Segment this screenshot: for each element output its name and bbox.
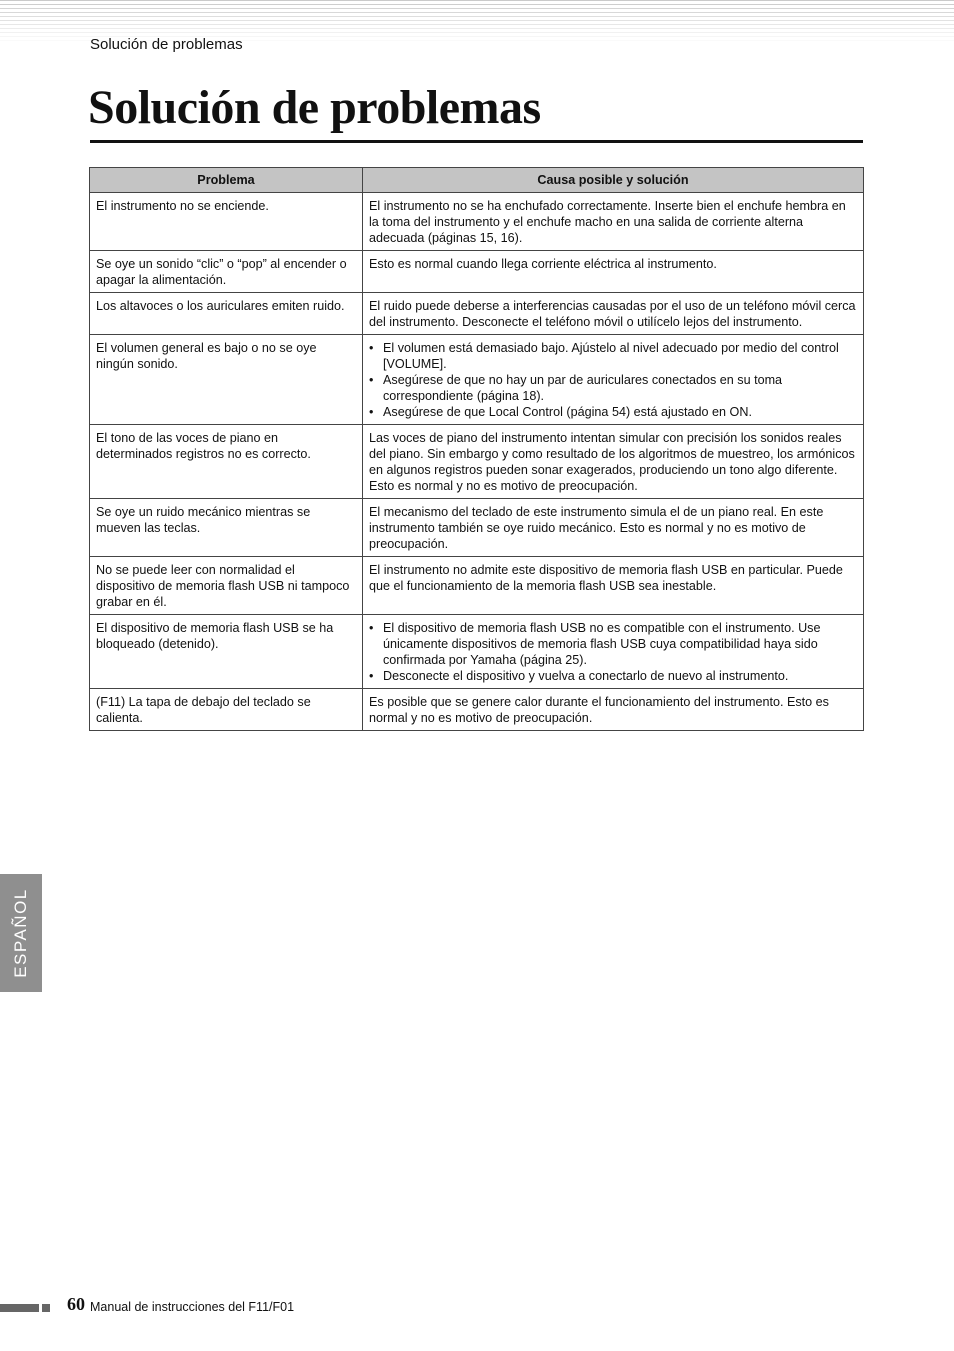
list-item: • El volumen está demasiado bajo. Ajústelo al nivel adecuado por medio del control [VOLUME]. — [369, 340, 857, 372]
troubleshooting-table — [89, 167, 864, 731]
page-title: Solución de problemas — [88, 81, 541, 134]
solution-cell — [363, 615, 864, 689]
problem-cell: El instrumento no se enciende. — [90, 193, 363, 251]
language-side-tab — [0, 874, 42, 992]
solution-cell: Las voces de piano del instrumento intentan simular con precisión los sonidos reales del piano. Sin embargo y como resultado de los algoritmos de muestreo, los armónicos en algunos registros pueden sonar exagerados, produciendo un tono algo diferente. Esto es normal y no es motivo de preocupación. — [363, 425, 864, 499]
footer-square — [42, 1304, 50, 1312]
running-head: Solución de problemas — [90, 36, 243, 53]
table-row — [90, 557, 864, 615]
column-header-problem: Problema — [90, 168, 363, 193]
solution-cell — [363, 335, 864, 425]
page-number: 60 — [67, 1294, 85, 1314]
table-row — [90, 689, 864, 731]
problem-cell: Se oye un sonido “clic” o “pop” al encender o apagar la alimentación. — [90, 251, 363, 293]
list-item: • Asegúrese de que Local Control (página 54) está ajustado en ON. — [369, 404, 857, 420]
solution-cell: Esto es normal cuando llega corriente eléctrica al instrumento. — [363, 251, 864, 293]
table-row — [90, 499, 864, 557]
solution-list — [369, 620, 857, 684]
list-item: • Desconecte el dispositivo y vuelva a conectarlo de nuevo al instrumento. — [369, 668, 857, 684]
table-row — [90, 615, 864, 689]
column-header-solution: Causa posible y solución — [363, 168, 864, 193]
problem-cell: No se puede leer con normalidad el dispositivo de memoria flash USB ni tampoco grabar en él. — [90, 557, 363, 615]
solution-cell: El mecanismo del teclado de este instrumento simula el de un piano real. En este instrumento también se oye ruido mecánico. Esto es normal y no es motivo de preocupación. — [363, 499, 864, 557]
solution-cell: Es posible que se genere calor durante el funcionamiento del instrumento. Esto es normal y no es motivo de preocupación. — [363, 689, 864, 731]
list-item: • El dispositivo de memoria flash USB no es compatible con el instrumento. Use únicamente dispositivos de memoria flash USB cuya compatibilidad haya sido confirmada por Yamaha (página 25). — [369, 620, 857, 668]
problem-cell: (F11) La tapa de debajo del teclado se calienta. — [90, 689, 363, 731]
table-row — [90, 335, 864, 425]
solution-cell: El instrumento no se ha enchufado correctamente. Inserte bien el enchufe hembra en la toma del instrumento y el enchufe macho en una salida de corriente alterna adecuada (páginas 15, 16). — [363, 193, 864, 251]
table-row — [90, 293, 864, 335]
solution-cell: El ruido puede deberse a interferencias causadas por el uso de un teléfono móvil cerca del instrumento. Desconecte el teléfono móvil o utilícelo lejos del instrumento. — [363, 293, 864, 335]
title-rule — [90, 140, 863, 143]
solution-cell: El instrumento no admite este dispositivo de memoria flash USB en particular. Puede que el funcionamiento de la memoria flash USB sea inestable. — [363, 557, 864, 615]
problem-cell: El tono de las voces de piano en determinados registros no es correcto. — [90, 425, 363, 499]
table-row — [90, 251, 864, 293]
problem-cell: Los altavoces o los auriculares emiten ruido. — [90, 293, 363, 335]
table-row — [90, 193, 864, 251]
footer-bar — [0, 1304, 39, 1312]
table-header-row — [90, 168, 864, 193]
list-item: • Asegúrese de que no hay un par de auriculares conectados en su toma correspondiente (página 18). — [369, 372, 857, 404]
manual-name: Manual de instrucciones del F11/F01 — [90, 1300, 295, 1314]
problem-cell: Se oye un ruido mecánico mientras se mueven las teclas. — [90, 499, 363, 557]
problem-cell: El volumen general es bajo o no se oye ningún sonido. — [90, 335, 363, 425]
language-label: ESPAÑOL — [11, 888, 30, 978]
table-row — [90, 425, 864, 499]
solution-list — [369, 340, 857, 420]
problem-cell: El dispositivo de memoria flash USB se ha bloqueado (detenido). — [90, 615, 363, 689]
